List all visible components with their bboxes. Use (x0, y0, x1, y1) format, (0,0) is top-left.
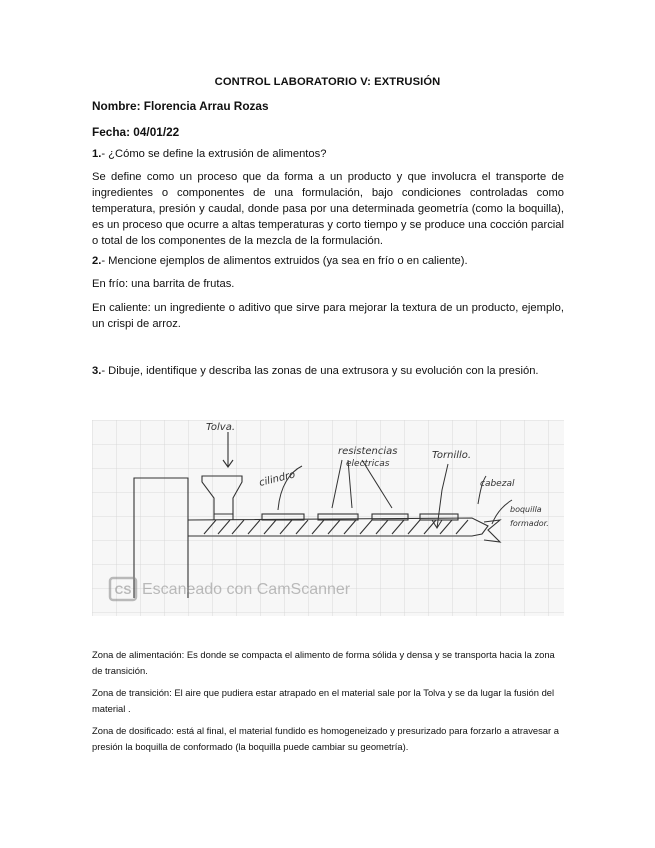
question-2 (92, 254, 564, 270)
label-formador: formador. (510, 519, 549, 528)
question-3 (92, 364, 564, 380)
student-name: Nombre: Florencia Arrau Rozas (92, 99, 269, 113)
label-tolva: Tolva. (206, 422, 235, 433)
camscanner-logo-text: CS (114, 583, 132, 597)
label-resistencias: resistencias (338, 446, 398, 457)
zone-transition-description: Zona de transición: El aire que pudiera estar atrapado en el material sale por la Tolva y se da lugar la fusión del material . (92, 687, 555, 715)
label-cilindro: cilindro (258, 469, 297, 489)
extruder-sketch (92, 420, 564, 616)
label-tornillo: Tornillo. (432, 450, 472, 461)
question-3-text: - Dibuje, identifique y describa las zonas de una extrusora y su evolución con la presión. (101, 365, 539, 377)
zone-feeding-description: Zona de alimentación: Es donde se compacta el alimento de forma sólida y densa y se transporta hacia la zona de transición. (92, 649, 555, 677)
exam-date: Fecha: 04/01/22 (92, 125, 180, 139)
question-1-number: 1. (92, 148, 102, 160)
label-electricas: electricas (346, 459, 390, 469)
extruder-drawing (92, 420, 564, 616)
question-2-number: 2. (92, 255, 102, 267)
camscanner-watermark-text: Escaneado con CamScanner (142, 581, 351, 598)
zone-metering-description: Zona de dosificado: está al final, el material fundido es homogeneizado y presurizado para forzarlo a atravesar a presión la boquilla de conformado (la boquilla puede cambiar su geometría). (92, 725, 559, 753)
question-1 (92, 147, 564, 163)
answer-1: Se define como un proceso que da forma a un producto y que involucra el transporte de ingredientes o componentes de una formulación, bajo condiciones controladas como temperatura, presión y caudal, donde pasa por una determinada geometría (como la boquilla), es un proceso que ocurre a altas temperaturas y corto tiempo y se produce una cocción parcial o total de los componentes de la mezcla de la formulación. (92, 171, 564, 247)
question-2-text: - Mencione ejemplos de alimentos extruidos (ya sea en frío o en caliente). (101, 255, 468, 267)
label-boquilla: boquilla (510, 505, 542, 514)
answer-2-hot: En caliente: un ingrediente o aditivo que sirve para mejorar la textura de un producto, ejemplo, un crispi de arroz. (92, 302, 564, 330)
camscanner-watermark (110, 578, 351, 600)
answer-2-cold: En frío: una barrita de frutas. (92, 278, 235, 290)
document-title: CONTROL LABORATORIO V: EXTRUSIÓN (214, 76, 441, 88)
question-3-number: 3. (92, 365, 102, 377)
question-1-text: - ¿Cómo se define la extrusión de alimentos? (101, 148, 327, 160)
label-cabezal: cabezal (480, 479, 515, 489)
